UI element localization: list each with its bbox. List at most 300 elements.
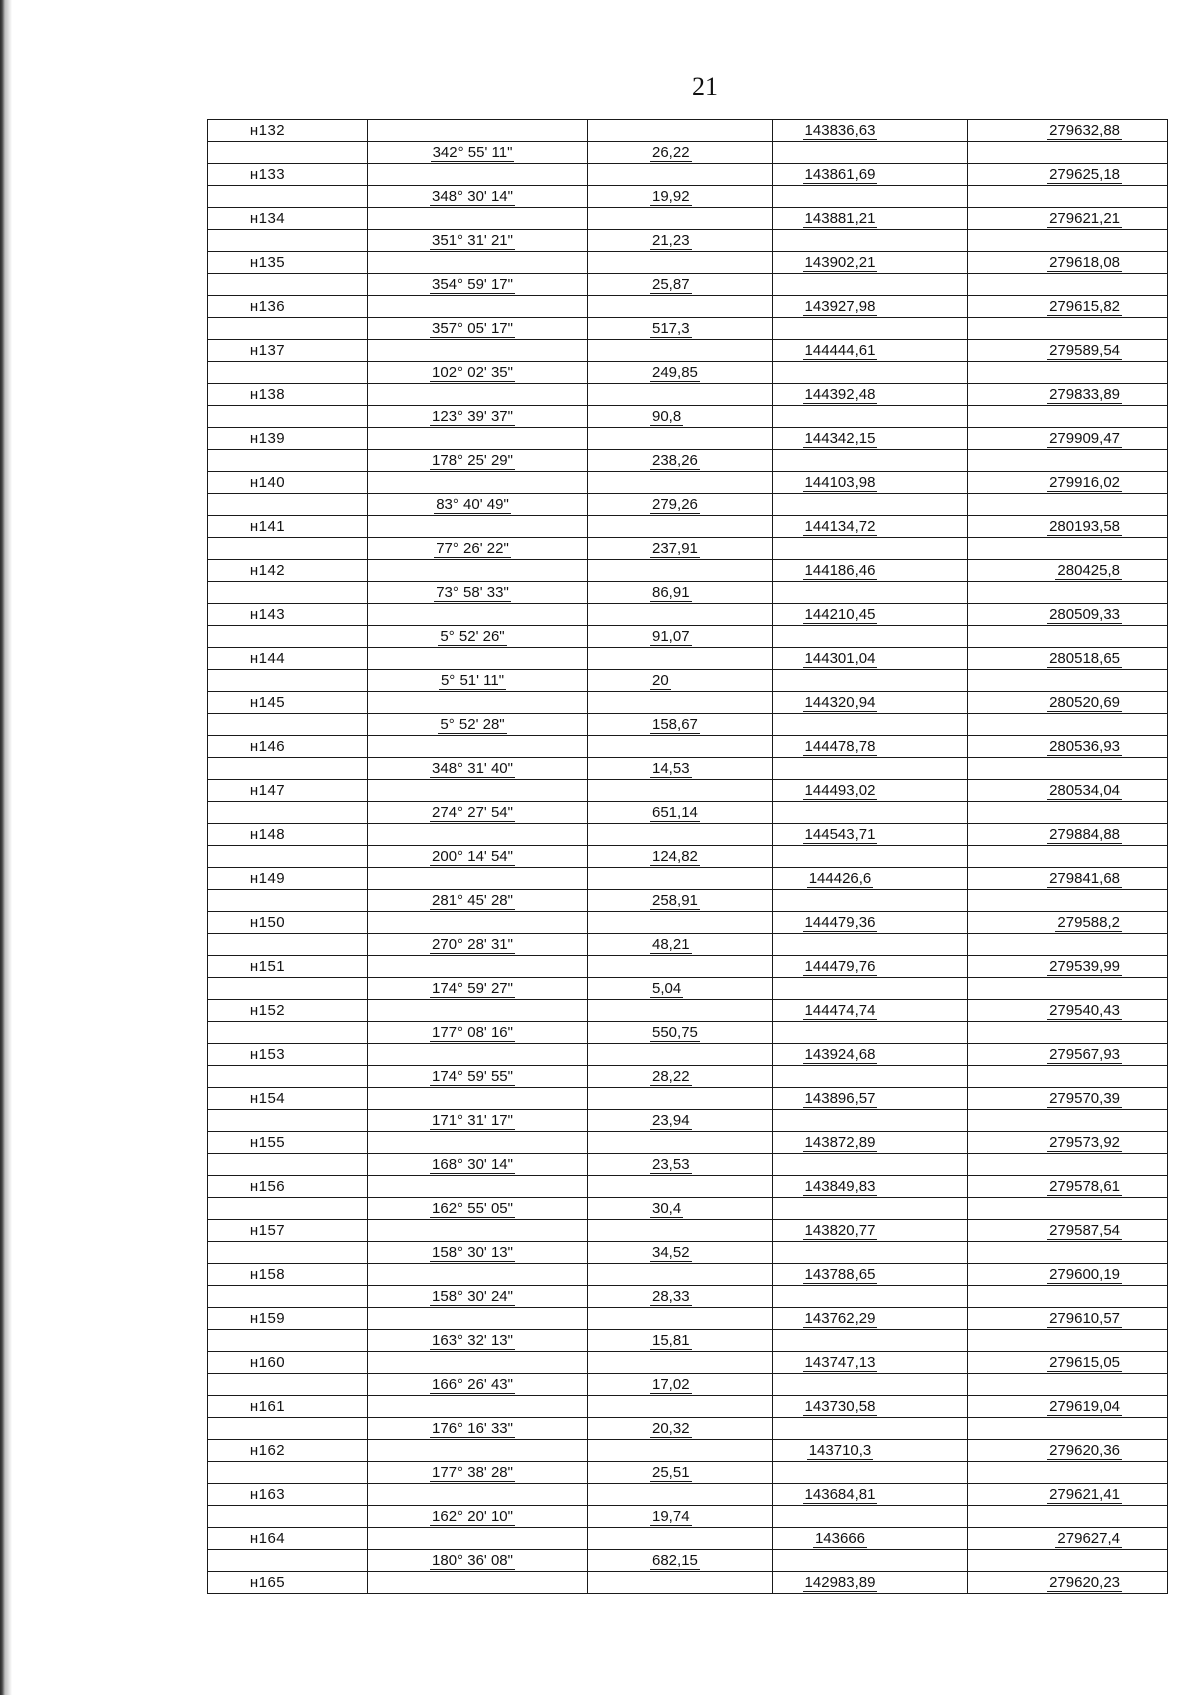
segment-row (208, 494, 1168, 516)
length-value: 249,85 (652, 364, 698, 381)
point-label-cell (208, 1264, 368, 1286)
y-coordinate-cell (968, 626, 1168, 648)
angle-value: 5° 51' 11" (440, 672, 505, 689)
y-coordinate-cell (968, 340, 1168, 362)
angle-cell (368, 846, 588, 868)
angle-value: 357° 05' 17" (432, 320, 513, 337)
point-label-value: н163 (249, 1486, 286, 1503)
length-value: 48,21 (652, 936, 690, 953)
point-label-value: н156 (249, 1178, 286, 1195)
y-coordinate-value: 279833,89 (1049, 386, 1120, 403)
x-coordinate-cell (773, 1088, 968, 1110)
length-cell (588, 1308, 773, 1330)
angle-value: 158° 30' 24" (432, 1288, 513, 1305)
x-coordinate-cell (773, 780, 968, 802)
y-coordinate-cell (968, 1440, 1168, 1462)
y-coordinate-cell (968, 1418, 1168, 1440)
length-value: 237,91 (652, 540, 698, 557)
angle-value: 348° 30' 14" (432, 188, 513, 205)
length-cell (588, 1484, 773, 1506)
length-value: 86,91 (652, 584, 690, 601)
length-cell (588, 1440, 773, 1462)
segment-row (208, 1022, 1168, 1044)
angle-cell (368, 1088, 588, 1110)
point-label-cell (208, 582, 368, 604)
point-row (208, 736, 1168, 758)
angle-value: 174° 59' 27" (432, 980, 513, 997)
angle-value: 174° 59' 55" (432, 1068, 513, 1085)
length-cell (588, 1022, 773, 1044)
x-coordinate-cell (773, 120, 968, 142)
point-label-cell (208, 1176, 368, 1198)
x-coordinate-cell (773, 384, 968, 406)
angle-cell (368, 186, 588, 208)
y-coordinate-cell (968, 164, 1168, 186)
length-cell (588, 384, 773, 406)
angle-cell (368, 472, 588, 494)
angle-cell (368, 538, 588, 560)
length-value: 91,07 (652, 628, 690, 645)
y-coordinate-cell (968, 846, 1168, 868)
point-label-cell (208, 912, 368, 934)
y-coordinate-cell (968, 670, 1168, 692)
x-coordinate-cell (773, 846, 968, 868)
angle-value: 171° 31' 17" (432, 1112, 513, 1129)
point-label-value: н136 (249, 298, 286, 315)
point-label-cell (208, 1132, 368, 1154)
angle-cell (368, 626, 588, 648)
length-cell (588, 120, 773, 142)
angle-cell (368, 1154, 588, 1176)
angle-cell (368, 1550, 588, 1572)
length-cell (588, 1418, 773, 1440)
angle-cell (368, 1528, 588, 1550)
point-label-cell (208, 1110, 368, 1132)
length-value: 124,82 (652, 848, 698, 865)
x-coordinate-cell (773, 868, 968, 890)
angle-cell (368, 164, 588, 186)
angle-cell (368, 252, 588, 274)
length-cell (588, 824, 773, 846)
point-label-value: н134 (249, 210, 286, 227)
x-coordinate-value: 143666 (814, 1530, 866, 1547)
length-value: 23,53 (652, 1156, 690, 1173)
x-coordinate-value: 143788,65 (804, 1266, 876, 1283)
angle-cell (368, 1132, 588, 1154)
x-coordinate-cell (773, 1000, 968, 1022)
angle-cell (368, 1286, 588, 1308)
angle-value: 5° 52' 26" (440, 628, 505, 645)
length-value: 517,3 (652, 320, 690, 337)
angle-cell (368, 1484, 588, 1506)
angle-cell (368, 582, 588, 604)
y-coordinate-value: 280193,58 (1049, 518, 1120, 535)
y-coordinate-value: 279610,57 (1049, 1310, 1120, 1327)
point-label-cell (208, 714, 368, 736)
y-coordinate-cell (968, 978, 1168, 1000)
y-coordinate-value: 279589,54 (1049, 342, 1120, 359)
point-label-cell (208, 1220, 368, 1242)
length-cell (588, 714, 773, 736)
angle-cell (368, 1220, 588, 1242)
angle-cell (368, 450, 588, 472)
y-coordinate-value: 279841,68 (1049, 870, 1120, 887)
scan-edge (0, 0, 12, 1695)
length-cell (588, 1132, 773, 1154)
angle-value: 77° 26' 22" (436, 540, 509, 557)
y-coordinate-cell (968, 274, 1168, 296)
segment-row (208, 230, 1168, 252)
length-value: 682,15 (652, 1552, 698, 1569)
length-value: 5,04 (652, 980, 682, 997)
point-row (208, 516, 1168, 538)
x-coordinate-value: 143836,63 (804, 122, 876, 139)
x-coordinate-value: 144479,76 (804, 958, 876, 975)
length-value: 14,53 (652, 760, 690, 777)
x-coordinate-value: 143747,13 (804, 1354, 876, 1371)
point-label-value: н147 (249, 782, 286, 799)
point-label-cell (208, 824, 368, 846)
point-label-cell (208, 186, 368, 208)
point-label-cell (208, 142, 368, 164)
length-cell (588, 406, 773, 428)
y-coordinate-value: 279573,92 (1049, 1134, 1120, 1151)
y-coordinate-cell (968, 406, 1168, 428)
angle-cell (368, 1308, 588, 1330)
length-cell (588, 208, 773, 230)
point-label-cell (208, 1484, 368, 1506)
point-label-value: н164 (249, 1530, 286, 1547)
angle-value: 274° 27' 54" (432, 804, 513, 821)
y-coordinate-cell (968, 120, 1168, 142)
y-coordinate-cell (968, 1528, 1168, 1550)
point-label-cell (208, 1154, 368, 1176)
length-cell (588, 1242, 773, 1264)
point-label-cell (208, 626, 368, 648)
length-value: 238,26 (652, 452, 698, 469)
length-cell (588, 1198, 773, 1220)
x-coordinate-value: 144134,72 (804, 518, 876, 535)
point-label-value: н158 (249, 1266, 286, 1283)
point-label-value: н150 (249, 914, 286, 931)
segment-row (208, 978, 1168, 1000)
point-row (208, 1308, 1168, 1330)
x-coordinate-value: 143902,21 (804, 254, 876, 271)
x-coordinate-value: 143927,98 (804, 298, 876, 315)
y-coordinate-value: 279627,4 (1057, 1530, 1120, 1547)
x-coordinate-cell (773, 824, 968, 846)
y-coordinate-cell (968, 494, 1168, 516)
x-coordinate-value: 144392,48 (804, 386, 876, 403)
x-coordinate-value: 144320,94 (804, 694, 876, 711)
y-coordinate-cell (968, 1022, 1168, 1044)
y-coordinate-cell (968, 208, 1168, 230)
point-label-cell (208, 1572, 368, 1594)
point-row (208, 384, 1168, 406)
point-label-value: н161 (249, 1398, 286, 1415)
x-coordinate-value: 144186,46 (804, 562, 876, 579)
y-coordinate-value: 280536,93 (1049, 738, 1120, 755)
x-coordinate-cell (773, 406, 968, 428)
length-cell (588, 1066, 773, 1088)
length-cell (588, 1462, 773, 1484)
angle-cell (368, 428, 588, 450)
angle-cell (368, 230, 588, 252)
point-row (208, 164, 1168, 186)
x-coordinate-value: 143820,77 (804, 1222, 876, 1239)
angle-value: 168° 30' 14" (432, 1156, 513, 1173)
point-label-cell (208, 450, 368, 472)
length-cell (588, 1352, 773, 1374)
angle-value: 73° 58' 33" (436, 584, 509, 601)
point-row (208, 1352, 1168, 1374)
length-value: 17,02 (652, 1376, 690, 1393)
x-coordinate-value: 144301,04 (804, 650, 876, 667)
point-label-value: н142 (249, 562, 286, 579)
point-label-cell (208, 538, 368, 560)
x-coordinate-cell (773, 956, 968, 978)
point-label-value: н132 (249, 122, 286, 139)
segment-row (208, 142, 1168, 164)
point-label-cell (208, 934, 368, 956)
y-coordinate-value: 279588,2 (1057, 914, 1120, 931)
length-cell (588, 648, 773, 670)
segment-row (208, 626, 1168, 648)
point-label-value: н157 (249, 1222, 286, 1239)
point-label-value: н143 (249, 606, 286, 623)
x-coordinate-cell (773, 186, 968, 208)
segment-row (208, 538, 1168, 560)
point-row (208, 1044, 1168, 1066)
point-label-cell (208, 340, 368, 362)
point-label-cell (208, 1374, 368, 1396)
point-row (208, 956, 1168, 978)
length-value: 30,4 (652, 1200, 682, 1217)
point-label-cell (208, 494, 368, 516)
x-coordinate-cell (773, 560, 968, 582)
point-row (208, 868, 1168, 890)
length-value: 34,52 (652, 1244, 690, 1261)
angle-value: 162° 55' 05" (432, 1200, 513, 1217)
angle-value: 166° 26' 43" (432, 1376, 513, 1393)
x-coordinate-cell (773, 670, 968, 692)
point-label-value: н133 (249, 166, 286, 183)
x-coordinate-cell (773, 1374, 968, 1396)
point-label-cell (208, 362, 368, 384)
x-coordinate-cell (773, 1484, 968, 1506)
x-coordinate-cell (773, 582, 968, 604)
point-row (208, 824, 1168, 846)
length-cell (588, 538, 773, 560)
point-row (208, 208, 1168, 230)
angle-cell (368, 1572, 588, 1594)
point-label-value: н138 (249, 386, 286, 403)
y-coordinate-cell (968, 714, 1168, 736)
x-coordinate-value: 143684,81 (804, 1486, 876, 1503)
point-row (208, 1088, 1168, 1110)
length-cell (588, 1110, 773, 1132)
point-row (208, 1264, 1168, 1286)
y-coordinate-value: 279620,23 (1049, 1574, 1120, 1591)
x-coordinate-cell (773, 142, 968, 164)
x-coordinate-value: 144210,45 (804, 606, 876, 623)
y-coordinate-cell (968, 560, 1168, 582)
length-cell (588, 362, 773, 384)
angle-cell (368, 296, 588, 318)
x-coordinate-cell (773, 1066, 968, 1088)
x-coordinate-cell (773, 494, 968, 516)
y-coordinate-cell (968, 956, 1168, 978)
length-value: 90,8 (652, 408, 682, 425)
point-row (208, 560, 1168, 582)
segment-row (208, 1242, 1168, 1264)
point-label-cell (208, 230, 368, 252)
point-label-cell (208, 560, 368, 582)
x-coordinate-cell (773, 802, 968, 824)
angle-cell (368, 1418, 588, 1440)
y-coordinate-cell (968, 362, 1168, 384)
point-label-cell (208, 1440, 368, 1462)
point-label-cell (208, 692, 368, 714)
y-coordinate-value: 280509,33 (1049, 606, 1120, 623)
point-label-value: н137 (249, 342, 286, 359)
x-coordinate-value: 143924,68 (804, 1046, 876, 1063)
length-cell (588, 1088, 773, 1110)
length-cell (588, 516, 773, 538)
x-coordinate-value: 143849,83 (804, 1178, 876, 1195)
angle-value: 83° 40' 49" (436, 496, 509, 513)
length-value: 19,92 (652, 188, 690, 205)
angle-cell (368, 1000, 588, 1022)
length-cell (588, 934, 773, 956)
x-coordinate-value: 143881,21 (804, 210, 876, 227)
segment-row (208, 406, 1168, 428)
x-coordinate-value: 144479,36 (804, 914, 876, 931)
x-coordinate-cell (773, 1308, 968, 1330)
point-row (208, 252, 1168, 274)
y-coordinate-value: 279620,36 (1049, 1442, 1120, 1459)
segment-row (208, 670, 1168, 692)
segment-row (208, 714, 1168, 736)
length-cell (588, 802, 773, 824)
length-cell (588, 274, 773, 296)
x-coordinate-cell (773, 428, 968, 450)
y-coordinate-cell (968, 1506, 1168, 1528)
x-coordinate-cell (773, 164, 968, 186)
segment-row (208, 846, 1168, 868)
angle-cell (368, 362, 588, 384)
length-cell (588, 450, 773, 472)
y-coordinate-value: 279615,05 (1049, 1354, 1120, 1371)
y-coordinate-cell (968, 428, 1168, 450)
length-value: 26,22 (652, 144, 690, 161)
length-value: 25,87 (652, 276, 690, 293)
y-coordinate-value: 279539,99 (1049, 958, 1120, 975)
length-cell (588, 560, 773, 582)
y-coordinate-cell (968, 230, 1168, 252)
point-label-cell (208, 890, 368, 912)
segment-row (208, 1286, 1168, 1308)
angle-value: 354° 59' 17" (432, 276, 513, 293)
length-cell (588, 956, 773, 978)
length-cell (588, 186, 773, 208)
length-value: 158,67 (652, 716, 698, 733)
point-label-cell (208, 406, 368, 428)
y-coordinate-cell (968, 1220, 1168, 1242)
y-coordinate-cell (968, 538, 1168, 560)
length-cell (588, 1220, 773, 1242)
x-coordinate-cell (773, 1528, 968, 1550)
y-coordinate-cell (968, 1352, 1168, 1374)
y-coordinate-cell (968, 142, 1168, 164)
x-coordinate-value: 143710,3 (808, 1442, 872, 1459)
x-coordinate-cell (773, 296, 968, 318)
point-row (208, 648, 1168, 670)
angle-value: 177° 38' 28" (432, 1464, 513, 1481)
point-label-value: н149 (249, 870, 286, 887)
x-coordinate-cell (773, 1022, 968, 1044)
angle-cell (368, 780, 588, 802)
angle-cell (368, 1396, 588, 1418)
point-label-cell (208, 428, 368, 450)
point-label-cell (208, 516, 368, 538)
y-coordinate-cell (968, 604, 1168, 626)
x-coordinate-cell (773, 1198, 968, 1220)
point-row (208, 472, 1168, 494)
y-coordinate-cell (968, 318, 1168, 340)
point-label-cell (208, 164, 368, 186)
length-cell (588, 868, 773, 890)
point-label-cell (208, 736, 368, 758)
point-row (208, 1440, 1168, 1462)
angle-value: 102° 02' 35" (432, 364, 513, 381)
length-cell (588, 1374, 773, 1396)
angle-cell (368, 912, 588, 934)
x-coordinate-value: 144444,61 (804, 342, 876, 359)
y-coordinate-cell (968, 1286, 1168, 1308)
angle-cell (368, 560, 588, 582)
y-coordinate-value: 279625,18 (1049, 166, 1120, 183)
length-value: 651,14 (652, 804, 698, 821)
length-cell (588, 1264, 773, 1286)
angle-cell (368, 1264, 588, 1286)
y-coordinate-value: 280425,8 (1057, 562, 1120, 579)
point-label-cell (208, 1066, 368, 1088)
y-coordinate-value: 280518,65 (1049, 650, 1120, 667)
y-coordinate-cell (968, 802, 1168, 824)
point-label-cell (208, 1330, 368, 1352)
y-coordinate-cell (968, 736, 1168, 758)
length-value: 25,51 (652, 1464, 690, 1481)
y-coordinate-value: 279909,47 (1049, 430, 1120, 447)
angle-cell (368, 208, 588, 230)
x-coordinate-cell (773, 1352, 968, 1374)
angle-value: 200° 14' 54" (432, 848, 513, 865)
point-label-cell (208, 1550, 368, 1572)
length-cell (588, 494, 773, 516)
y-coordinate-cell (968, 1154, 1168, 1176)
angle-value: 177° 08' 16" (432, 1024, 513, 1041)
y-coordinate-cell (968, 1242, 1168, 1264)
x-coordinate-cell (773, 362, 968, 384)
angle-cell (368, 406, 588, 428)
x-coordinate-cell (773, 516, 968, 538)
x-coordinate-cell (773, 692, 968, 714)
x-coordinate-cell (773, 252, 968, 274)
x-coordinate-cell (773, 934, 968, 956)
length-cell (588, 780, 773, 802)
angle-cell (368, 1110, 588, 1132)
